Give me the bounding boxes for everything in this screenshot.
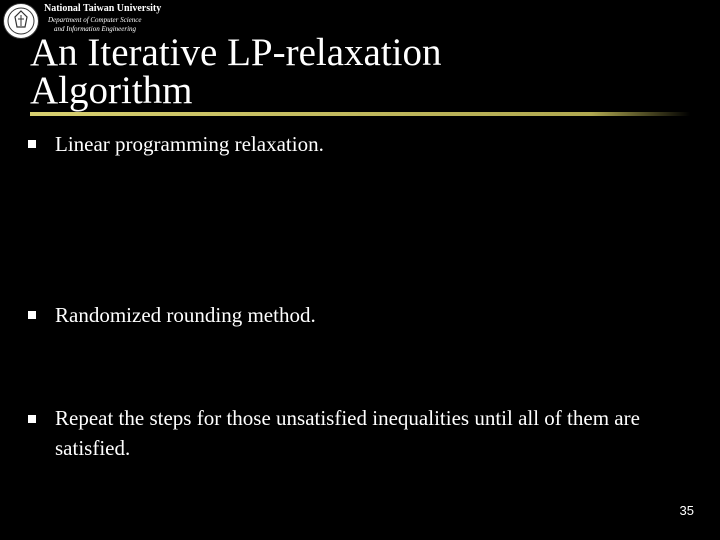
page-number: 35: [679, 503, 694, 518]
department-line-2: and Information Engineering: [54, 25, 137, 33]
department-line-1: Department of Computer Science: [48, 16, 142, 24]
bullet-marker: [28, 311, 36, 319]
bullet-marker: [28, 140, 36, 148]
university-name: National Taiwan University: [44, 3, 162, 14]
bullet-item: Repeat the steps for those unsatisfied inequalities until all of them are satisfied.: [55, 406, 640, 460]
bullet-item: Linear programming relaxation.: [55, 132, 324, 156]
title-underline: [30, 112, 690, 116]
slide-title-line-2: Algorithm: [30, 69, 193, 112]
slide-title-line-1: An Iterative LP-relaxation: [30, 31, 442, 74]
bullet-item: Randomized rounding method.: [55, 303, 316, 327]
bullet-marker: [28, 415, 36, 423]
slide-title: [30, 31, 442, 112]
